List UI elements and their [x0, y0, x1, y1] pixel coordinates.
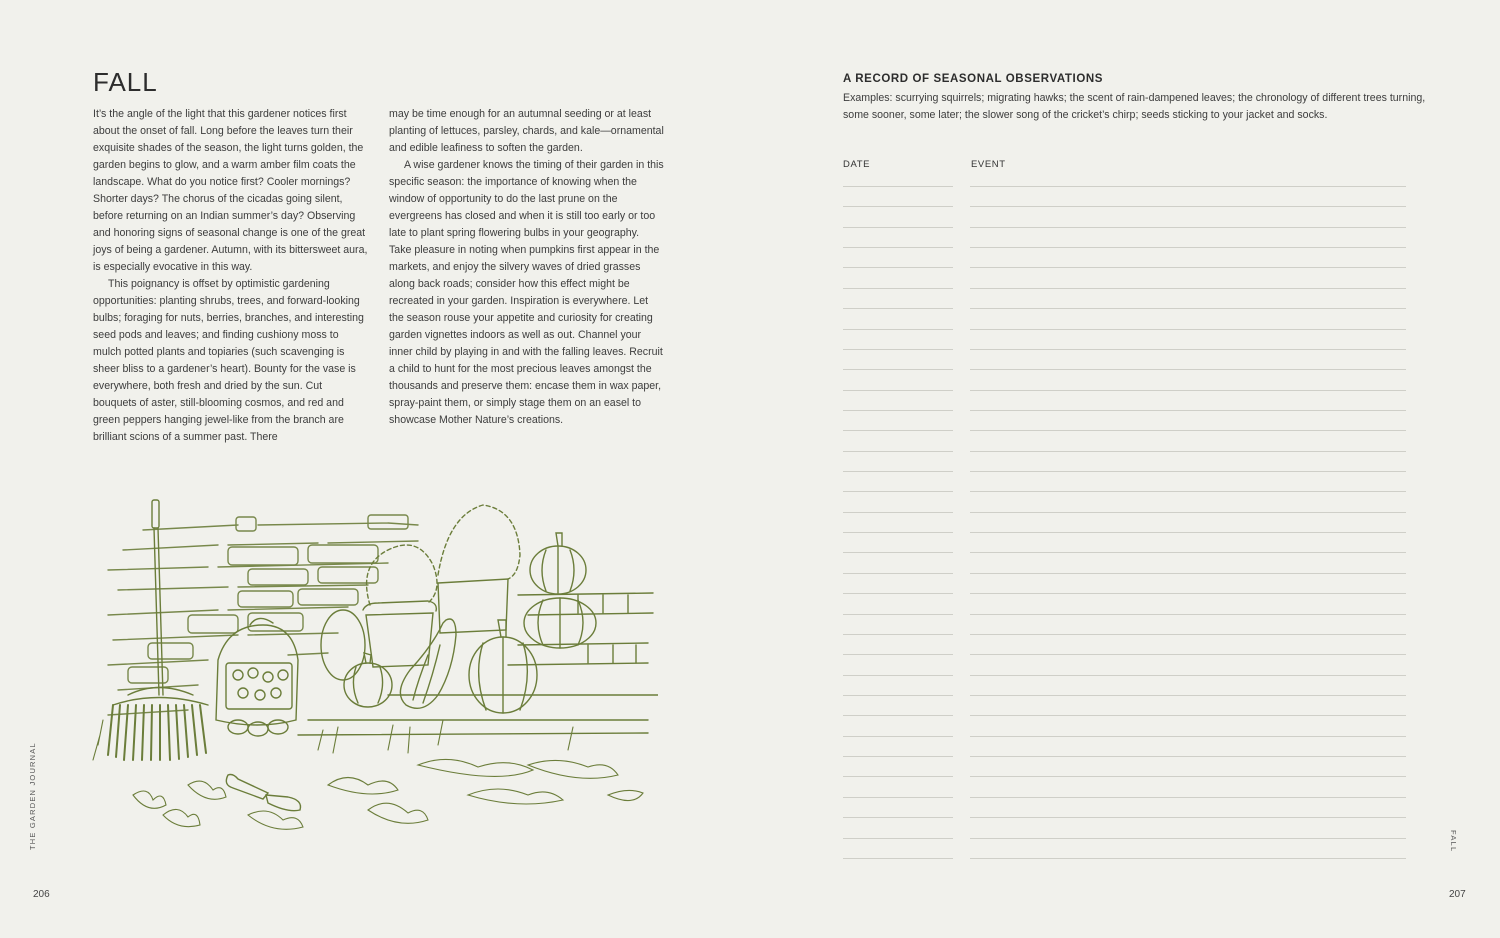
log-line — [843, 817, 1407, 818]
log-line — [843, 593, 1407, 594]
event-line[interactable] — [970, 288, 1406, 289]
event-line[interactable] — [970, 308, 1406, 309]
log-line — [843, 797, 1407, 798]
date-line[interactable] — [843, 308, 953, 309]
paragraph: A wise gardener knows the timing of their garden in this specific season: the importance of knowing when the window of opportunity to do the last prune on the evergreens has closed and when it is still too early or too late to plant spring flowering bulbs in your geography. Take pleasure in noting when pumpkins first appear in the markets, and enjoy the silvery waves of dried grasses along back roads; consider how this effect might be recreated in your garden. Inspiration is everywhere. Let the season rouse your appetite and curiosity for creating garden vignettes indoors as well as out. Channel your inner child by playing in and with the falling leaves. Recruit a child to hunt for the most precious leaves amongst the thousands and preserve them: encase them in wax paper, spray-paint them, or simply stage them on an easel to showcase Mother Nature’s creations. — [389, 159, 664, 426]
event-line[interactable] — [970, 715, 1406, 716]
log-line — [843, 369, 1407, 370]
log-line — [843, 247, 1407, 248]
event-line[interactable] — [970, 756, 1406, 757]
paragraph: may be time enough for an autumnal seeding or at least planting of lettuces, parsley, chards, and kale—ornamental and edible leafiness to soften the garden. — [389, 108, 664, 154]
log-line — [843, 329, 1407, 330]
log-line — [843, 390, 1407, 391]
event-line[interactable] — [970, 573, 1406, 574]
date-line[interactable] — [843, 430, 953, 431]
date-line[interactable] — [843, 797, 953, 798]
event-line[interactable] — [970, 369, 1406, 370]
section-description: Examples: scurrying squirrels; migrating hawks; the scent of rain-dampened leaves; the chronology of different trees turning, some sooner, some later; the slower song of the cricket’s chirp; seeds sticking to your jacket and socks. — [843, 92, 1426, 121]
date-line[interactable] — [843, 593, 953, 594]
date-line[interactable] — [843, 491, 953, 492]
log-line — [843, 512, 1407, 513]
paragraph: This poignancy is offset by optimistic gardening opportunities: planting shrubs, trees, and forward-looking bulbs; foraging for nuts, berries, branches, and interesting seed pods and leaves; and finding cushiony moss to mulch potted plants and topiaries (such scavenging is sheer bliss to a gardener’s heart). Bounty for the vase is everywhere, both fresh and dried by the sun. Cut bouquets of aster, still-blooming cosmos, and red and green peppers hanging jewel-like from the branch are brilliant scions of a summer past. There — [93, 278, 364, 443]
date-line[interactable] — [843, 451, 953, 452]
date-line[interactable] — [843, 552, 953, 553]
date-line[interactable] — [843, 267, 953, 268]
log-line — [843, 736, 1407, 737]
date-line[interactable] — [843, 227, 953, 228]
date-line[interactable] — [843, 858, 953, 859]
event-line[interactable] — [970, 817, 1406, 818]
date-line[interactable] — [843, 471, 953, 472]
page-number: 207 — [1449, 889, 1466, 900]
event-line[interactable] — [970, 675, 1406, 676]
event-line[interactable] — [970, 491, 1406, 492]
log-line — [843, 573, 1407, 574]
event-line[interactable] — [970, 654, 1406, 655]
date-line[interactable] — [843, 634, 953, 635]
date-line[interactable] — [843, 695, 953, 696]
date-line[interactable] — [843, 654, 953, 655]
date-line[interactable] — [843, 349, 953, 350]
date-line[interactable] — [843, 390, 953, 391]
log-line — [843, 308, 1407, 309]
log-line — [843, 654, 1407, 655]
log-line — [843, 532, 1407, 533]
date-line[interactable] — [843, 512, 953, 513]
date-line[interactable] — [843, 715, 953, 716]
log-line — [843, 634, 1407, 635]
log-line — [843, 838, 1407, 839]
running-head: FALL — [1449, 830, 1458, 853]
running-head: THE GARDEN JOURNAL — [28, 742, 37, 850]
garden-illustration — [88, 495, 658, 845]
date-line[interactable] — [843, 573, 953, 574]
event-line[interactable] — [970, 267, 1406, 268]
date-line[interactable] — [843, 675, 953, 676]
event-line[interactable] — [970, 614, 1406, 615]
date-line[interactable] — [843, 410, 953, 411]
log-line — [843, 715, 1407, 716]
paragraph: It’s the angle of the light that this gardener notices first about the onset of fall. Long before the leaves turn their exquisite shades of the season, the light turns golden, the garden begins to glow, and a warm amber film coats the landscape. What do you notice first? Cooler mornings? Shorter days? The chorus of the cicadas going silent, before returning on an Indian summer’s day? Observing and honoring signs of seasonal change is one of the great joys of being a gardener. Autumn, with its bittersweet aura, is especially evocative in this way. — [93, 108, 368, 273]
log-line — [843, 776, 1407, 777]
date-line[interactable] — [843, 736, 953, 737]
event-line[interactable] — [970, 776, 1406, 777]
date-line[interactable] — [843, 206, 953, 207]
date-line[interactable] — [843, 186, 953, 187]
date-line[interactable] — [843, 532, 953, 533]
event-line[interactable] — [970, 736, 1406, 737]
event-line[interactable] — [970, 532, 1406, 533]
event-line[interactable] — [970, 838, 1406, 839]
page-number: 206 — [33, 889, 50, 900]
event-line[interactable] — [970, 390, 1406, 391]
log-line — [843, 186, 1407, 187]
body-column-1 — [93, 106, 368, 446]
event-line[interactable] — [970, 634, 1406, 635]
event-line[interactable] — [970, 695, 1406, 696]
log-line — [843, 491, 1407, 492]
event-line[interactable] — [970, 247, 1406, 248]
log-line — [843, 288, 1407, 289]
log-line — [843, 451, 1407, 452]
event-column-header: EVENT — [971, 159, 1006, 170]
log-line — [843, 471, 1407, 472]
trowel-icon — [226, 775, 300, 811]
event-line[interactable] — [970, 349, 1406, 350]
date-line[interactable] — [843, 247, 953, 248]
date-line[interactable] — [843, 369, 953, 370]
date-line[interactable] — [843, 288, 953, 289]
fallen-leaves-icon — [93, 720, 643, 829]
log-line — [843, 410, 1407, 411]
section-title: A RECORD OF SEASONAL OBSERVATIONS — [843, 73, 1104, 85]
date-line[interactable] — [843, 838, 953, 839]
rake-icon — [108, 500, 208, 760]
date-line[interactable] — [843, 329, 953, 330]
event-line[interactable] — [970, 552, 1406, 553]
date-line[interactable] — [843, 614, 953, 615]
log-line — [843, 695, 1407, 696]
date-line[interactable] — [843, 776, 953, 777]
event-line[interactable] — [970, 593, 1406, 594]
body-column-2 — [389, 106, 664, 429]
page-title: FALL — [93, 67, 158, 97]
log-line — [843, 756, 1407, 757]
log-line — [843, 614, 1407, 615]
event-line[interactable] — [970, 797, 1406, 798]
date-column-header: DATE — [843, 159, 871, 170]
log-line — [843, 349, 1407, 350]
event-line[interactable] — [970, 451, 1406, 452]
date-line[interactable] — [843, 817, 953, 818]
event-line[interactable] — [970, 227, 1406, 228]
pumpkin-icon — [321, 533, 596, 713]
event-line[interactable] — [970, 186, 1406, 187]
log-line — [843, 675, 1407, 676]
steps-icon — [298, 593, 658, 735]
event-line[interactable] — [970, 206, 1406, 207]
log-line — [843, 206, 1407, 207]
event-line[interactable] — [970, 430, 1406, 431]
event-line[interactable] — [970, 329, 1406, 330]
event-line[interactable] — [970, 471, 1406, 472]
date-line[interactable] — [843, 756, 953, 757]
log-line — [843, 267, 1407, 268]
log-line — [843, 552, 1407, 553]
right-page — [750, 0, 1500, 938]
log-line — [843, 430, 1407, 431]
event-line[interactable] — [970, 512, 1406, 513]
event-line[interactable] — [970, 858, 1406, 859]
log-line — [843, 858, 1407, 859]
event-line[interactable] — [970, 410, 1406, 411]
log-line — [843, 227, 1407, 228]
